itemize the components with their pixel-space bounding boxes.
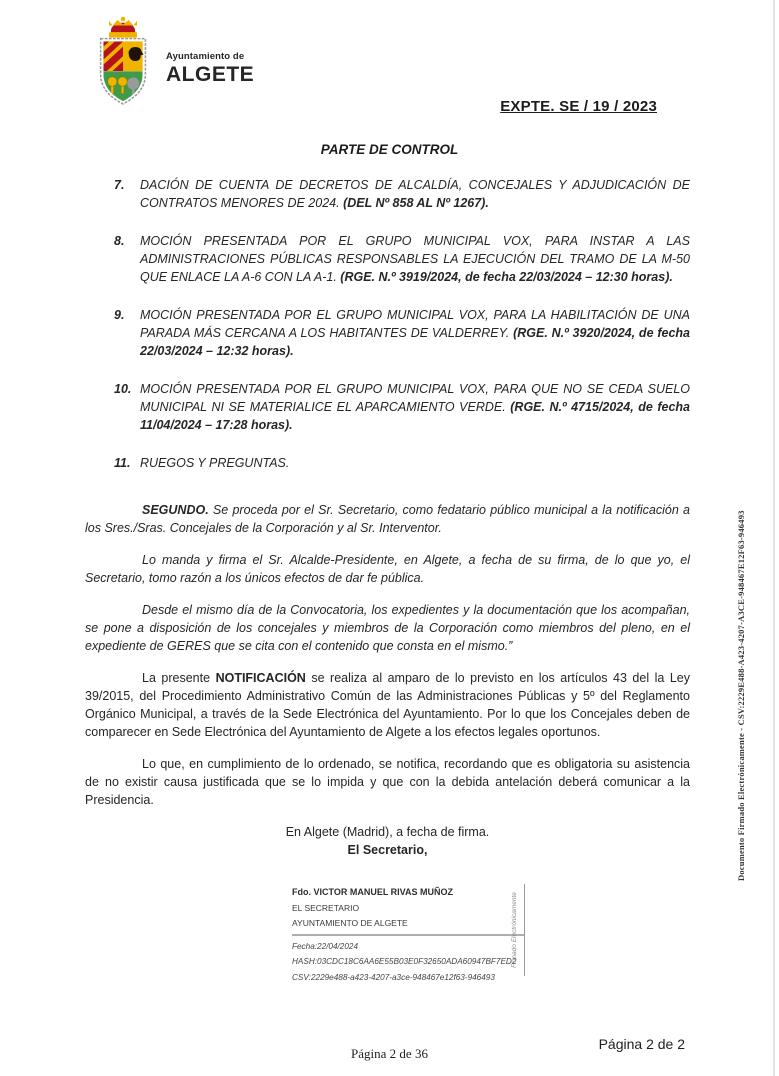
text-run: MOCIÓN PRESENTADA POR EL GRUPO MUNICIPAL VOX, PARA INSTAR A LAS ADMINISTRACIONES PÚBLICAS RESPONSABLES LA EJECUCIÓN DEL TRAMO DE LA M-50 QUE ENLACE LA A-6 CON LA A-1. xyxy=(140,234,690,284)
text-run-bold: SEGUNDO. xyxy=(142,503,209,517)
text-run-bold: (RGE. N.º 3920/2024, de fecha 22/03/2024 – 12:32 horas). xyxy=(140,326,690,358)
signer-organization: AYUNTAMIENTO DE ALGETE xyxy=(292,918,408,928)
brand-block xyxy=(166,52,254,85)
text-run-bold: (RGE. N.º 3919/2024, de fecha 22/03/2024 – 12:30 horas). xyxy=(340,270,673,284)
brand-small-text: Ayuntamiento de xyxy=(166,51,245,62)
text-run-bold: (RGE. N.º 4715/2024, de fecha 11/04/2024 – 17:28 horas). xyxy=(140,400,690,432)
text-run-bold: NOTIFICACIÓN xyxy=(215,671,306,685)
document-body xyxy=(85,176,690,859)
footer-page-number-document: Página 2 de 36 xyxy=(351,1046,428,1061)
closing-place-line: En Algete (Madrid), a fecha de firma. xyxy=(285,825,490,839)
body-paragraph xyxy=(85,601,690,655)
signer-role: EL SECRETARIO xyxy=(292,902,360,913)
body-paragraph xyxy=(85,755,690,809)
text-run: MOCIÓN PRESENTADA POR EL GRUPO MUNICIPAL VOX, PARA QUE NO SE CEDA SUELO MUNICIPAL NI SE MATERIALICE EL APARCAMIENTO VERDE. xyxy=(140,382,690,414)
agenda-item-text xyxy=(140,380,690,434)
text-run: La presente xyxy=(142,671,216,685)
signature-csv: CSV:2229e488-a423-4207-a3ce-948467e12f63-946493 xyxy=(292,972,495,982)
agenda-item-text xyxy=(140,306,690,360)
body-paragraph xyxy=(85,669,690,741)
stamp-divider xyxy=(292,934,524,936)
agenda-item xyxy=(85,454,690,472)
text-run: MOCIÓN PRESENTADA POR EL GRUPO MUNICIPAL VOX, PARA LA HABILITACIÓN DE UNA PARADA MÁS CERCANA A LOS HABITANTES DE VALDERREY. xyxy=(140,308,690,340)
agenda-item-text xyxy=(140,454,690,472)
signature-hash: HASH:03CDC18C6AA6E55B03E0F32650ADA60947BF7ED2 xyxy=(292,957,517,966)
document-title: PARTE DE CONTROL xyxy=(320,142,459,157)
text-run: RUEGOS Y PREGUNTAS. xyxy=(140,456,290,470)
footer-page-number-section: Página 2 de 2 xyxy=(598,1036,685,1052)
agenda-item xyxy=(85,176,690,212)
coat-of-arms-icon xyxy=(95,13,151,114)
text-run: DACIÓN DE CUENTA DE DECRETOS DE ALCALDÍA, CONCEJALES Y ADJUDICACIÓN DE CONTRATOS MENORES DE 2024. xyxy=(140,178,690,210)
agenda-item-number: 10. xyxy=(114,382,132,396)
agenda-item xyxy=(85,380,690,434)
stamp-vertical-label: Firmado Electrónicamente xyxy=(511,892,518,968)
agenda-item xyxy=(85,306,690,360)
agenda-item-text xyxy=(140,232,690,286)
signer-name: Fdo. VICTOR MANUEL RIVAS MUÑOZ xyxy=(292,887,453,897)
vertical-csv-text: Documento Firmado Electrónicamente - CSV:2229E488-A423-4207-A3CE-948467E12F63-946493 xyxy=(736,510,746,881)
text-run: Lo manda y firma el Sr. Alcalde-Presidente, en Algete, a fecha de su firma, de lo que yo, el Secretario, tomo razón a los únicos efectos de dar fe pública. xyxy=(85,553,690,585)
paragraph-section xyxy=(85,501,690,809)
agenda-item-number: 9. xyxy=(114,308,125,322)
agenda-item-number: 7. xyxy=(114,178,125,192)
agenda-item-text xyxy=(140,176,690,212)
page-edge-line xyxy=(773,0,775,1076)
brand-large-text: ALGETE xyxy=(166,62,255,86)
signature-stamp xyxy=(292,885,524,985)
stamp-vertical-rule xyxy=(524,884,525,976)
expediente-reference: EXPTE. SE / 19 / 2023 xyxy=(500,98,657,115)
text-run: se realiza al amparo de lo previsto en los artículos 43 del la Ley 39/2015, del Procedimiento Administrativo Común de las Administraciones Públicas y 5º del Reglamento Orgánico Municipal, a través de la Sede Electrónica del Ayuntamiento. Por lo que los Concejales deben de comparecer en Sede Electrónica del Ayuntamiento de Algete a los efectos legales oportunos. xyxy=(85,671,691,739)
closing-block xyxy=(85,823,690,859)
signature-date: Fecha:22/04/2024 xyxy=(292,941,359,951)
agenda-list xyxy=(85,176,690,472)
agenda-item xyxy=(85,232,690,286)
body-paragraph xyxy=(85,551,690,587)
text-run-bold: (DEL Nº 858 AL Nº 1267). xyxy=(343,196,489,210)
closing-signer-title: El Secretario, xyxy=(347,843,428,857)
agenda-item-number: 8. xyxy=(114,234,125,248)
agenda-item-number: 11. xyxy=(114,456,131,470)
text-run: Desde el mismo día de la Convocatoria, los expedientes y la documentación que los acompañan, se pone a disposición de los concejales y miembros de la Corporación como miembros del pleno, en el expediente de GERES que se cita con el contenido que consta en el mismo.” xyxy=(85,603,690,653)
text-run: Se proceda por el Sr. Secretario, como fedatario público municipal a la notificación a los Sres./Sras. Concejales de la Corporación y al Sr. Interventor. xyxy=(85,503,690,535)
body-paragraph xyxy=(85,501,690,537)
text-run: Lo que, en cumplimiento de lo ordenado, se notifica, recordando que es obligatoria su asistencia de no existir causa justificada que se lo impida y que con la debida antelación deberá comunicar a la Presidencia. xyxy=(85,757,690,807)
